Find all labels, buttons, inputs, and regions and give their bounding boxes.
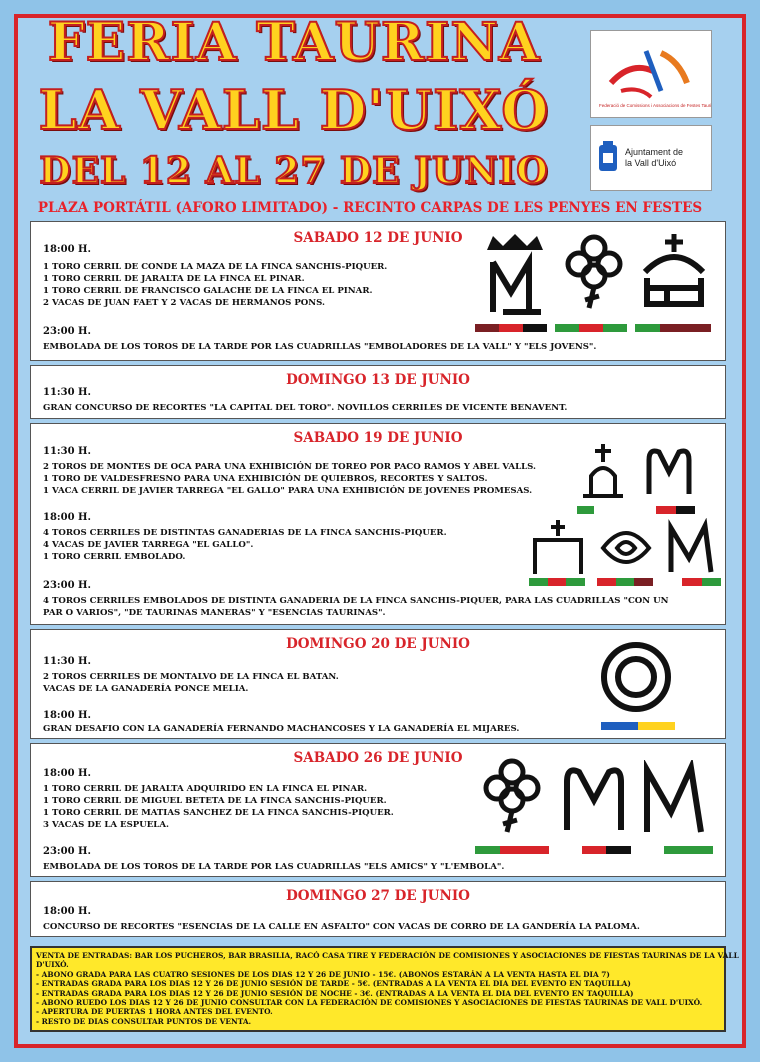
- event-line: CONCURSO DE RECORTES "ESENCIAS DE LA CALLE EN ASFALTO" CON VACAS DE CORRO DE LA GANDERÍA LA PALOMA.: [43, 922, 640, 932]
- info-line: - ABONO GRADA PARA LAS CUATRO SESIONES DE LOS DIAS 12 Y 26 DE JUNIO - 15€. (ABONOS ESTARÁN A LA VENTA HASTA EL DIA 7): [36, 969, 610, 979]
- day-block-domingo-20: [30, 629, 726, 739]
- council-name-1: Ajuntament de: [625, 147, 684, 157]
- event-line: 2 VACAS DE JUAN FAET Y 2 VACAS DE HERMANOS PONS.: [43, 298, 326, 308]
- event-time: 18:00 H.: [43, 906, 91, 917]
- event-line: EMBOLADA DE LOS TOROS DE LA TARDE POR LAS CUADRILLAS "ELS AMICS" Y "L'EMBOLA".: [43, 862, 505, 872]
- day-heading: SABADO 19 DE JUNIO: [293, 430, 463, 446]
- cattle-brand-flower-icon: [559, 232, 629, 318]
- info-line: VENTA DE ENTRADAS: BAR LOS PUCHEROS, BAR BRASILIA, RACÓ CASA TIRE Y FEDERACIÓN DE COMISIONES Y ASOCIACIONES DE FIESTAS TAURINAS DE LA VALL: [36, 951, 739, 960]
- coat-of-arms-icon: [597, 141, 619, 175]
- federation-emblem-icon: [591, 31, 711, 117]
- event-time: 18:00 H.: [43, 710, 91, 721]
- event-line: 4 VACAS DE JAVIER TARREGA "EL GALLO".: [43, 540, 254, 550]
- event-time: 11:30 H.: [43, 446, 91, 457]
- info-line: D'UIXÓ.: [36, 960, 69, 970]
- event-line: 1 TORO CERRIL DE JARALTA ADQUIRIDO EN LA FINCA EL PINAR.: [43, 784, 368, 794]
- brand-colors-bar: [557, 846, 631, 854]
- day-heading: DOMINGO 27 DE JUNIO: [286, 888, 470, 904]
- svg-text:Federació de Comissions i Asso: Federació de Comissions i Associacions de Festes Taurines: [599, 103, 711, 108]
- cattle-brand-flower-icon: [477, 756, 547, 838]
- event-line: EMBOLADA DE LOS TOROS DE LA TARDE POR LAS CUADRILLAS "EMBOLADORES DE LA VALL" Y "ELS JOVENS".: [43, 342, 597, 352]
- brand-colors-bar: [601, 722, 675, 730]
- day-heading: DOMINGO 20 DE JUNIO: [286, 636, 470, 652]
- council-name-2: la Vall d'Uixó: [625, 158, 677, 168]
- info-line: - APERTURA DE PUERTAS 1 HORA ANTES DEL EVENTO.: [36, 1007, 273, 1017]
- event-time: 18:00 H.: [43, 244, 91, 255]
- brand-colors-bar: [597, 578, 653, 586]
- brand-colors-bar: [475, 324, 547, 332]
- event-time: 23:00 H.: [43, 326, 91, 337]
- brand-colors-bar: [639, 846, 713, 854]
- cattle-brand-double-circle-icon: [599, 640, 673, 714]
- cattle-brand-script-m-icon: [665, 518, 721, 576]
- event-line: PAR O VARIOS", "DE TAURINAS MANERAS" Y "ESENCIAS TAURINAS".: [43, 608, 386, 618]
- info-line: - ABONO RUEDO LOS DIAS 12 Y 26 DE JUNIO CONSULTAR CON LA FEDERACIÓN DE COMISIONES Y ASOCIACIONES DE FIESTAS TAURINAS DE VALL D'UIXÓ.: [36, 998, 703, 1008]
- brand-colors-bar: [577, 506, 629, 514]
- event-line: 1 TORO CERRIL DE MATIAS SANCHEZ DE LA FINCA SANCHIS-PIQUER.: [43, 808, 394, 818]
- day-block-sabado-12: [30, 221, 726, 361]
- event-time: 11:30 H.: [43, 656, 91, 667]
- info-line: - ENTRADAS GRADA PARA LOS DIAS 12 Y 26 DE JUNIO SESIÓN DE TARDE - 5€. (ENTRADAS A LA VENTA EL DIA DEL EVENTO EN TAQUILLA): [36, 979, 631, 989]
- title-line-1: FERIA TAURINA: [47, 12, 541, 73]
- event-time: 18:00 H.: [43, 512, 91, 523]
- cattle-brand-crown-box-icon: [637, 232, 711, 318]
- day-block-sabado-26: [30, 743, 726, 877]
- event-line: 1 TORO DE VALDESFRESNO PARA UNA EXHIBICIÓN DE QUIEBROS, RECORTES Y SALTOS.: [43, 474, 488, 484]
- event-line: GRAN CONCURSO DE RECORTES "LA CAPITAL DEL TORO". NOVILLOS CERRILES DE VICENTE BENAVENT.: [43, 403, 568, 413]
- day-heading: DOMINGO 13 DE JUNIO: [286, 372, 470, 388]
- brand-colors-bar: [635, 324, 711, 332]
- event-line: 3 VACAS DE LA ESPUELA.: [43, 820, 170, 830]
- council-logo: [590, 125, 712, 191]
- title-line-2: LA VALL D'UIXÓ: [38, 78, 550, 142]
- info-line: - RESTO DE DIAS CONSULTAR PUNTOS DE VENTA.: [36, 1016, 252, 1026]
- event-line: 1 TORO CERRIL DE CONDE LA MAZA DE LA FINCA SANCHIS-PIQUER.: [43, 262, 388, 272]
- brand-colors-bar: [637, 506, 695, 514]
- day-heading: SABADO 26 DE JUNIO: [293, 750, 463, 766]
- day-block-domingo-13: [30, 365, 726, 419]
- event-time: 11:30 H.: [43, 387, 91, 398]
- brand-colors-bar: [529, 578, 585, 586]
- cattle-brand-script-m-icon: [639, 760, 713, 836]
- day-heading: SABADO 12 DE JUNIO: [293, 230, 463, 246]
- cattle-brand-m-icon: [641, 442, 697, 502]
- ticket-info-box: [30, 946, 739, 1032]
- event-line: 1 TORO CERRIL DE MIGUEL BETETA DE LA FINCA SANCHIS-PIQUER.: [43, 796, 387, 806]
- cattle-brand-knot-icon: [597, 518, 655, 576]
- brand-colors-bar: [663, 578, 721, 586]
- event-line: 1 TORO CERRIL EMBOLADO.: [43, 552, 186, 562]
- event-time: 18:00 H.: [43, 768, 91, 779]
- event-line: 2 TOROS CERRILES DE MONTALVO DE LA FINCA EL BATAN.: [43, 672, 339, 682]
- cattle-brand-cross-gate-icon: [529, 518, 587, 576]
- info-line: - ENTRADAS GRADA PARA LOS DIAS 12 Y 26 DE JUNIO SESIÓN DE NOCHE - 3€. (ENTRADAS A LA VENTA EL DIA DEL EVENTO EN TAQUILLA): [36, 988, 634, 998]
- event-line: 1 VACA CERRIL DE JAVIER TARREGA "EL GALLO" PARA UNA EXHIBICIÓN DE JOVENES PROMESAS.: [43, 486, 533, 496]
- cattle-brand-crown-m-icon: [479, 232, 551, 318]
- event-line: VACAS DE LA GANADERÍA PONCE MELIA.: [43, 684, 249, 694]
- event-time: 23:00 H.: [43, 580, 91, 591]
- dates-title: DEL 12 AL 27 DE JUNIO: [39, 150, 549, 192]
- cattle-brand-cross-bell-icon: [579, 442, 627, 502]
- brand-colors-bar: [555, 324, 627, 332]
- event-line: 1 TORO CERRIL DE JARALTA DE LA FINCA EL PINAR.: [43, 274, 305, 284]
- venue-subtitle: PLAZA PORTÁTIL (AFORO LIMITADO) - RECINTO CARPAS DE LES PENYES EN FESTES: [37, 200, 703, 216]
- federation-logo: [590, 30, 712, 118]
- event-line: 1 TORO CERRIL DE FRANCISCO GALACHE DE LA FINCA EL PINAR.: [43, 286, 373, 296]
- day-block-sabado-19: [30, 423, 726, 625]
- event-time: 23:00 H.: [43, 846, 91, 857]
- cattle-brand-m-icon: [557, 760, 631, 836]
- event-line: 2 TOROS DE MONTES DE OCA PARA UNA EXHIBICIÓN DE TOREO POR PACO RAMOS Y ABEL VALLS.: [43, 462, 537, 472]
- event-line: 4 TOROS CERRILES EMBOLADOS DE DISTINTA GANADERIA DE LA FINCA SANCHIS-PIQUER, PARA LAS CUADRILLAS "CON UN: [43, 596, 669, 606]
- event-line: GRAN DESAFIO CON LA GANADERÍA FERNANDO MACHANCOSES Y LA GANADERÍA EL MIJARES.: [43, 724, 520, 734]
- brand-colors-bar: [475, 846, 549, 854]
- day-block-domingo-27: [30, 881, 726, 937]
- event-line: 4 TOROS CERRILES DE DISTINTAS GANADERIAS DE LA FINCA SANCHIS-PIQUER.: [43, 528, 447, 538]
